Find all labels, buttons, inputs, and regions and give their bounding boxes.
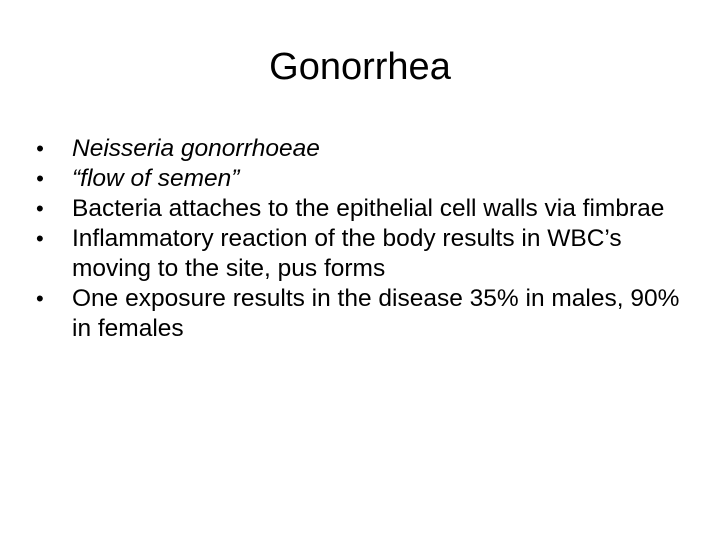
bullet-text: One exposure results in the disease 35% in males, 90% in females: [72, 285, 680, 342]
bullet-text: “flow of semen”: [72, 165, 240, 192]
slide-title: Gonorrhea: [269, 46, 451, 88]
bullet-dot-icon: •: [36, 286, 44, 311]
bullet-item: [36, 224, 696, 284]
bullet-item: [36, 194, 696, 224]
bullet-dot-icon: •: [36, 136, 44, 161]
bullet-text: Inflammatory reaction of the body results in WBC’s moving to the site, pus forms: [72, 225, 622, 282]
bullet-dot-icon: •: [36, 226, 44, 251]
bullet-item: [36, 164, 696, 194]
bullet-text: Bacteria attaches to the epithelial cell walls via fimbrae: [72, 195, 665, 222]
bullet-dot-icon: •: [36, 196, 44, 221]
bullet-item: [36, 284, 696, 344]
bullet-list: [36, 134, 696, 344]
bullet-dot-icon: •: [36, 166, 44, 191]
bullet-item: [36, 134, 696, 164]
bullet-text: Neisseria gonorrhoeae: [72, 135, 320, 162]
